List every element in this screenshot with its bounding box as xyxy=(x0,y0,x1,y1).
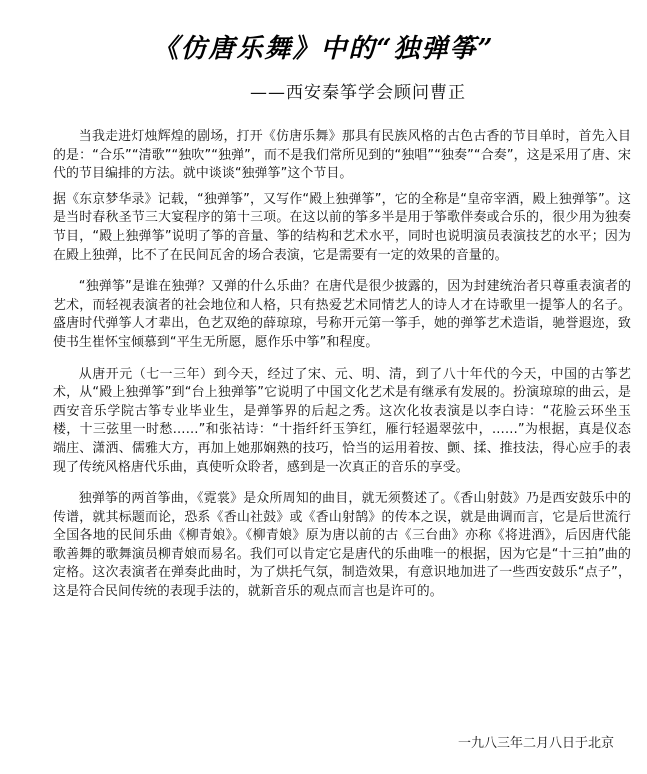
article-body xyxy=(53,128,631,602)
paragraph-5: 独弹筝的两首筝曲，《霓裳》是众所周知的曲目，就无须赘述了。《香山射鼓》乃是西安鼓乐中的传谱，就其标题而论，恐系《香山社鼓》或《香山射鹄》的传本之误，就是曲调而言，它是后世流行全国各地的民间乐曲《柳青娘》。《柳青娘》原为唐以前的古《三台曲》亦称《将进酒》，后因唐代能歌善舞的歌舞演员柳青娘而易名。我们可以肯定它是唐代的乐曲唯一的根据，因为它是“十三拍”曲的定格。这次表演者在弹奏此曲时，为了烘托气氛，制造效果，有意识地加进了一些西安鼓乐“点子”，这是符合民间传统的表现手法的，就新音乐的观点而言也是许可的。 xyxy=(53,491,631,600)
paragraph-4: 从唐开元（七一三年）到今天，经过了宋、元、明、清，到了八十年代的今天，中国的古筝艺术，从“殿上独弹筝”到“台上独弹筝”它说明了中国文化艺术是有继承有发展的。扮演琼琼的曲云，是西安音乐学院古筝专业毕业生，是弹筝界的后起之秀。这次化妆表演是以李白诗：“花脸云环坐玉楼，十三弦里一时愁……”和张祜诗：“十指纤纤玉笋红，雁行轻遏翠弦中，……”为根据，真是仪态端庄、潇洒、儒雅大方，再加上她那娴熟的技巧，恰当的运用着按、颤、揉、推技法，得心应手的表现了传统风格唐代乐曲，真使听众聆者，感到是一次真正的音乐的享受。 xyxy=(53,366,631,475)
date-signature: 一九八三年二月八日于北京 xyxy=(457,736,614,751)
article-byline: ——西安秦筝学会顾问曹正 xyxy=(250,83,466,103)
article-title: 《仿唐乐舞》中的“独弹筝” xyxy=(152,34,495,64)
paragraph-3: “独弹筝”是谁在独弹？又弹的什么乐曲？在唐代是很少披露的，因为封建统治者只尊重表演者的艺术，而轻视表演者的社会地位和人格，只有热爱艺术同情艺人的诗人才在诗歌里一提筝人的名子。盛唐时代弹筝人才辈出，色艺双绝的薛琼琼，号称开元第一筝手，她的弹筝艺术造诣，驰誉遐迩，致使书生崔怀宝倾慕到“平生无所愿，愿作乐中筝”和程度。 xyxy=(53,279,631,350)
paragraph-1: 当我走进灯烛辉煌的剧场，打开《仿唐乐舞》那具有民族风格的古色古香的节目单时，首先入目的是：“合乐”“清歌”“独吹”“独弹”，而不是我们常所见到的“独唱”“独奏”“合奏”，这是采用了唐、宋代的节目编排的方法。就中谈谈“独弹筝”这个节目。 xyxy=(53,129,631,182)
paragraph-2: 据《东京梦华录》记载，“独弹筝”，又写作“殿上独弹筝”，它的全称是“皇帝宰酒，殿上独弹筝”。这是当时春秋圣节三大宴程序的第十三项。在这以前的筝多半是用于筝歌伴奏或合乐的，很少用为独奏节目，“殿上独弹筝”说明了筝的音量、筝的结构和艺术水平，同时也说明演员表演技艺的水平；因为在殿上独弹，比不了在民间瓦舍的场合表演，它是需要有一定的效果的音量的。 xyxy=(53,191,631,263)
